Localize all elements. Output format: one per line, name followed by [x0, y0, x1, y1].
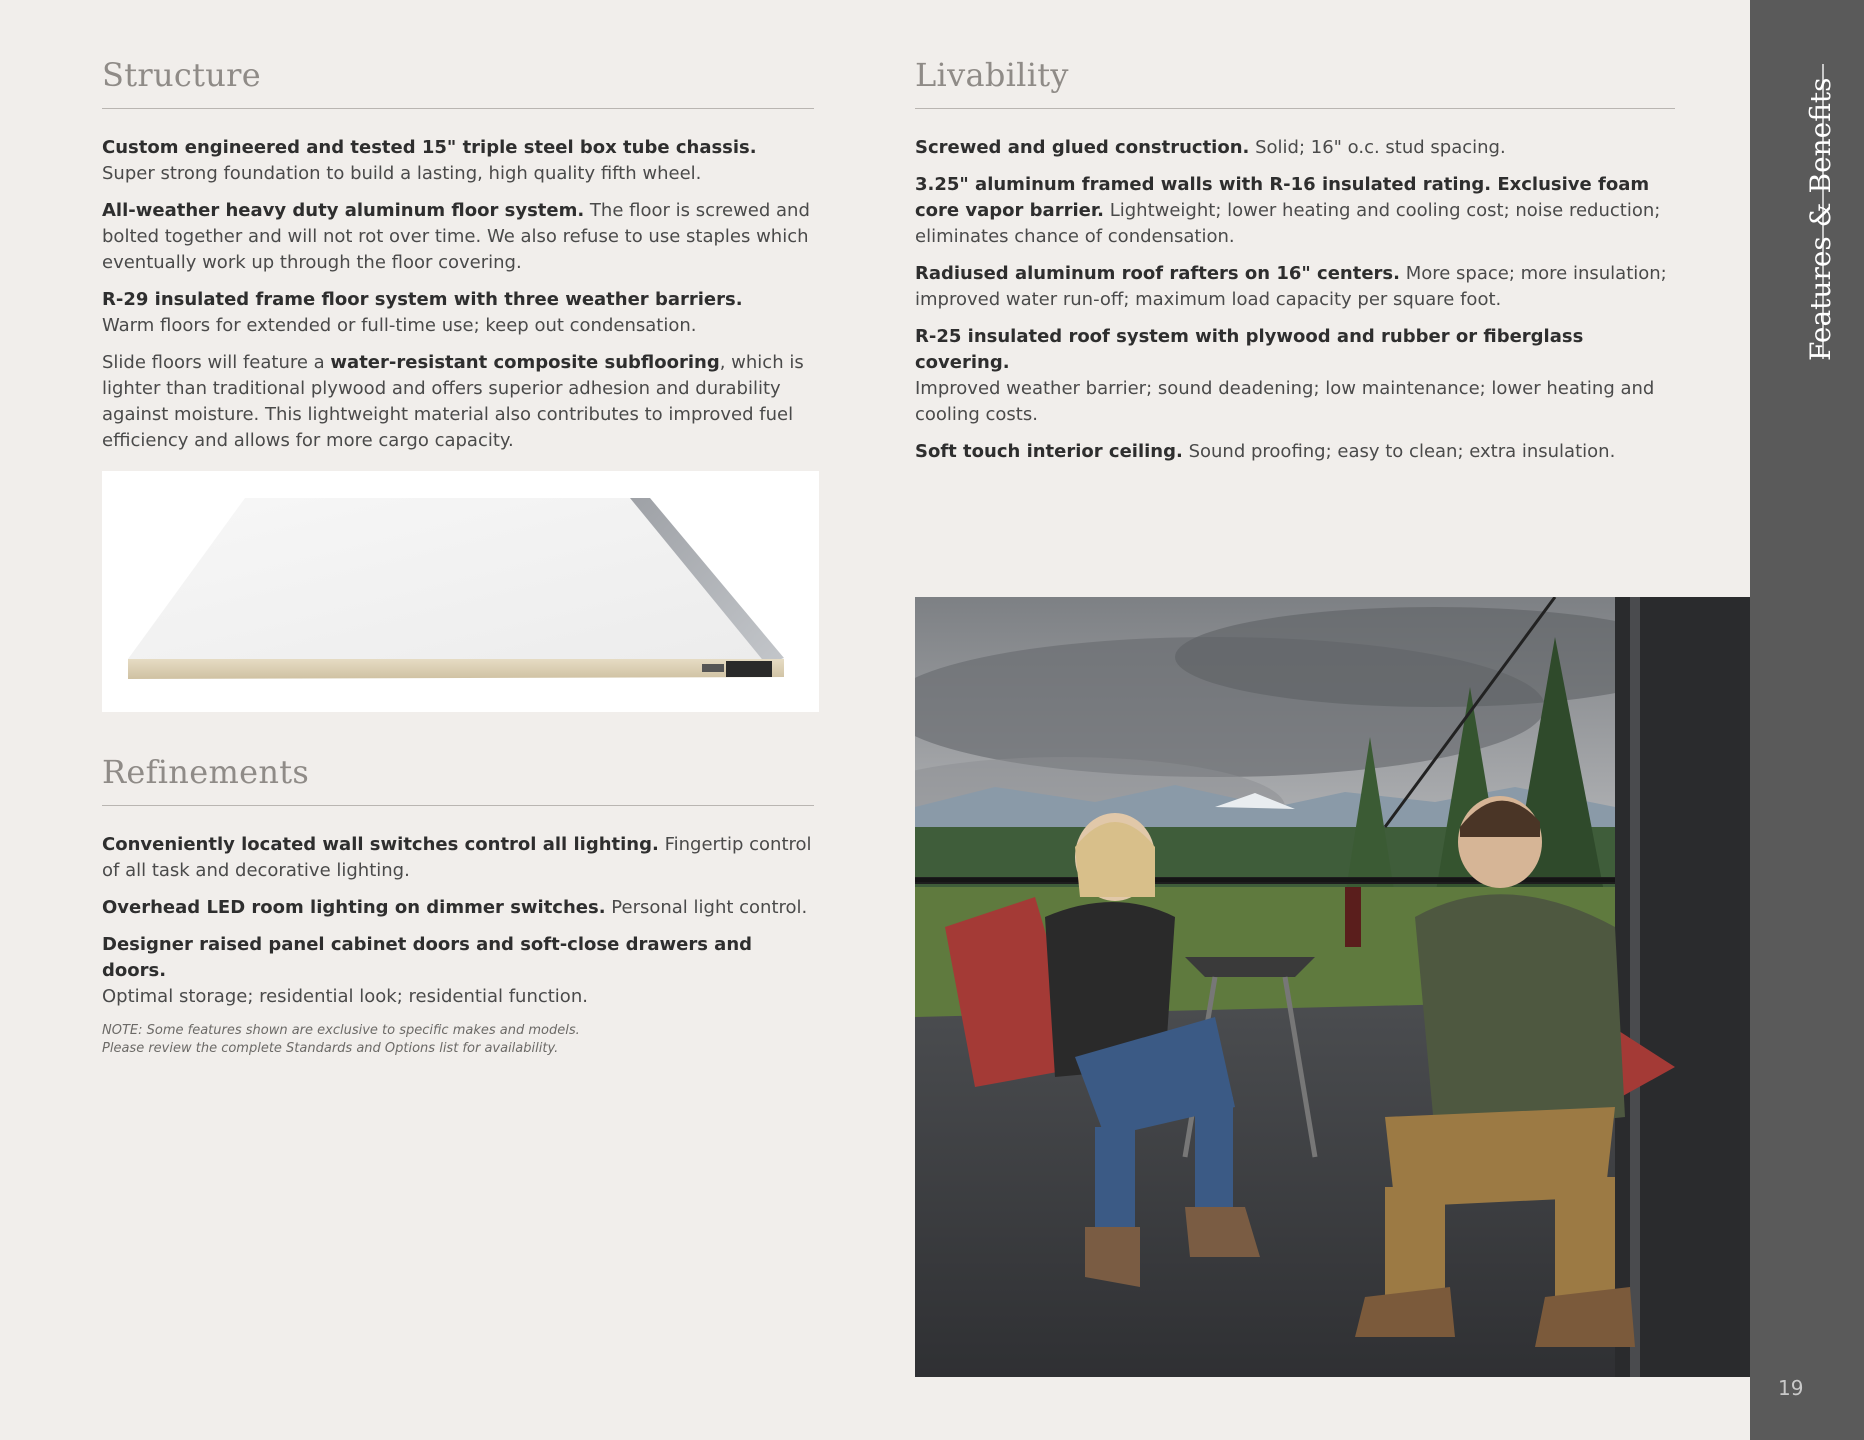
- structure-item: [102, 135, 814, 187]
- item-bold: Designer raised panel cabinet doors and soft-close drawers and doors.: [102, 934, 753, 981]
- item-bold: All-weather heavy duty aluminum floor system.: [102, 200, 585, 221]
- refinements-item: [102, 832, 814, 884]
- structure-item: [102, 287, 814, 339]
- item-text: Improved weather barrier; sound deadening; low maintenance; lower heating and cooling costs.: [915, 378, 1655, 425]
- item-bold: Soft touch interior ceiling.: [915, 441, 1183, 462]
- item-text: Sound proofing; easy to clean; extra insulation.: [1182, 441, 1616, 462]
- item-bold: Custom engineered and tested 15" triple steel box tube chassis.: [102, 137, 757, 158]
- item-bold: 3.25" aluminum framed walls with R-16 insulated rating. Exclusive foam core vapor barrier.: [915, 174, 1650, 221]
- livability-item: [915, 172, 1675, 250]
- item-text: Super strong foundation to build a lasting, high quality fifth wheel.: [102, 163, 702, 184]
- livability-title: Livability: [915, 56, 1675, 109]
- couple-patio-photo: [915, 597, 1750, 1377]
- livability-section: [915, 56, 1675, 476]
- livability-item: [915, 324, 1675, 428]
- refinements-item: [102, 895, 814, 921]
- structure-title: Structure: [102, 56, 814, 109]
- item-text: Optimal storage; residential look; residential function.: [102, 986, 588, 1007]
- page-number: 19: [1778, 1376, 1804, 1400]
- item-bold: Overhead LED room lighting on dimmer switches.: [102, 897, 606, 918]
- note-line: Please review the complete Standards and Options list for availability.: [102, 1041, 559, 1056]
- refinements-title: Refinements: [102, 753, 814, 806]
- item-text: Slide floors will feature a: [102, 352, 331, 373]
- item-text: Fingertip control of all task and decorative lighting.: [102, 834, 812, 881]
- item-text: Lightweight; lower heating and cooling cost; noise reduction; eliminates chance of condensation.: [915, 200, 1661, 247]
- floor-panel-illustration: [102, 471, 819, 712]
- livability-item: [915, 135, 1675, 161]
- refinements-section: [102, 753, 814, 1021]
- structure-item: [102, 198, 814, 276]
- item-text: The floor is screwed and bolted together and will not rot over time. We also refuse to use staples which eventually work up through the floor covering.: [102, 200, 810, 273]
- item-text: , which is lighter than traditional plywood and offers superior adhesion and durability against moisture. This lightweight material also contributes to improved fuel efficiency and allows for more cargo capacity.: [102, 352, 804, 451]
- item-bold: R-29 insulated frame floor system with three weather barriers.: [102, 289, 743, 310]
- sidebar-title: Features & Benefits: [1804, 77, 1837, 361]
- item-text: More space; more insulation; improved water run-off; maximum load capacity per square foot.: [915, 263, 1667, 310]
- item-bold: R-25 insulated roof system with plywood and rubber or fiberglass covering.: [915, 326, 1584, 373]
- structure-section: [102, 56, 814, 465]
- livability-item: [915, 261, 1675, 313]
- livability-item: [915, 439, 1675, 465]
- availability-note: [102, 1022, 802, 1058]
- structure-item-slide: [102, 350, 814, 454]
- item-bold: water-resistant composite subflooring: [330, 352, 720, 373]
- item-text: Solid; 16" o.c. stud spacing.: [1249, 137, 1506, 158]
- item-bold: Conveniently located wall switches control all lighting.: [102, 834, 659, 855]
- floor-panel-image: [102, 471, 819, 712]
- structure-list: [102, 135, 814, 454]
- item-bold: Radiused aluminum roof rafters on 16" centers.: [915, 263, 1400, 284]
- note-line: NOTE: Some features shown are exclusive to specific makes and models.: [102, 1023, 580, 1038]
- refinements-list: [102, 832, 814, 1010]
- refinements-item: [102, 932, 814, 1010]
- item-bold: Screwed and glued construction.: [915, 137, 1250, 158]
- livability-list: [915, 135, 1675, 465]
- patio-scene-illustration: [915, 597, 1750, 1377]
- item-text: Warm floors for extended or full-time use; keep out condensation.: [102, 315, 697, 336]
- item-text: Personal light control.: [605, 897, 808, 918]
